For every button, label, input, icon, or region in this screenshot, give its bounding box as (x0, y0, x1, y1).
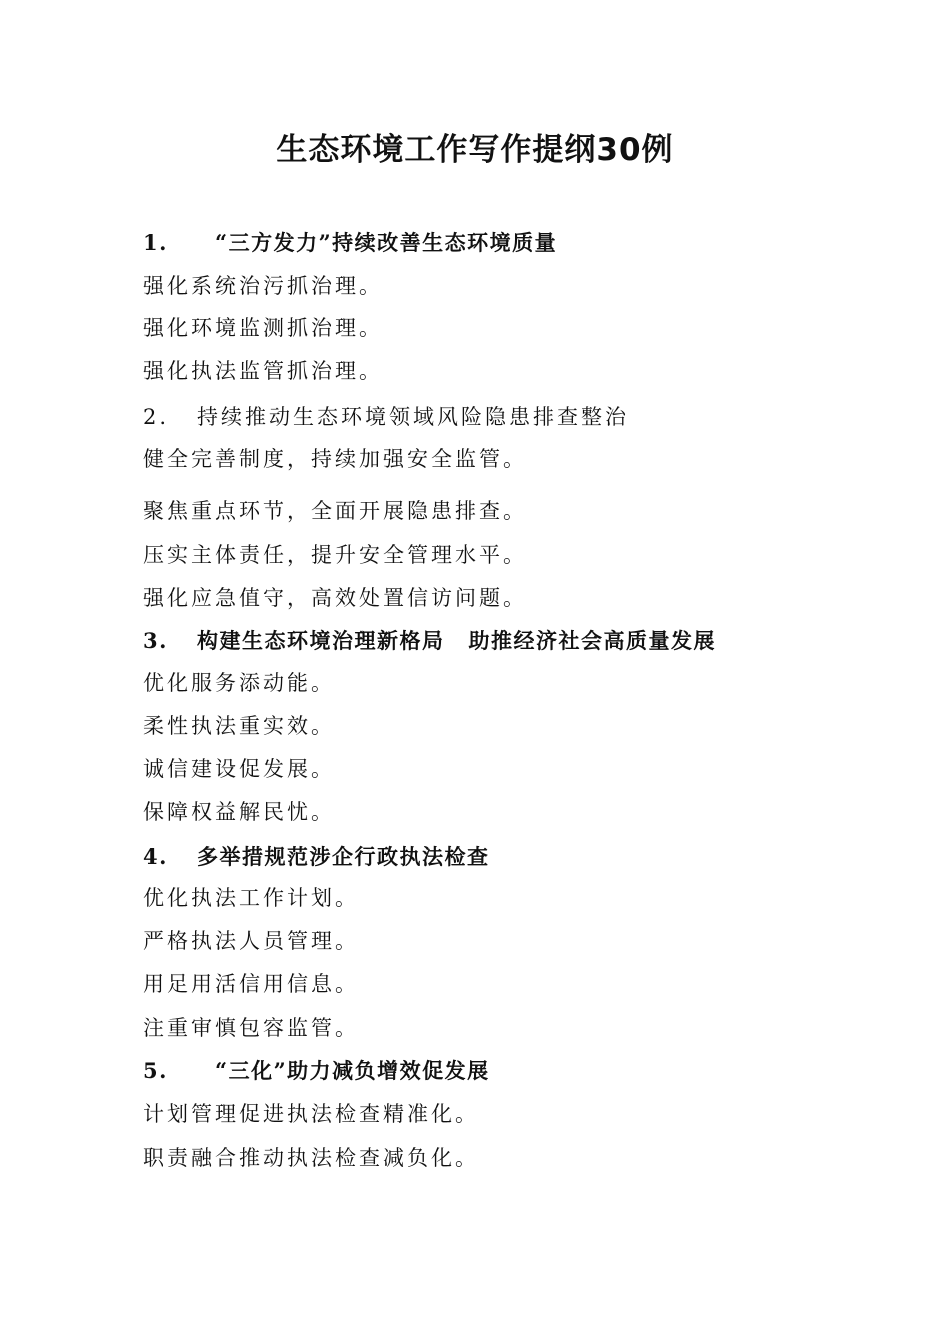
section-number: 4. (143, 844, 168, 869)
section-heading-2 (143, 402, 629, 432)
list-item: 强化应急值守，高效处置信访问题。 (143, 586, 527, 610)
list-item: 诚信建设促发展。 (143, 757, 335, 781)
section-heading-5 (143, 1056, 490, 1086)
section-heading-4 (143, 842, 490, 872)
section-title: 多举措规范涉企行政执法检查 (197, 844, 490, 869)
list-item: 强化执法监管抓治理。 (143, 359, 383, 383)
section-number: 2. (143, 405, 170, 429)
list-item: 聚焦重点环节，全面开展隐患排查。 (143, 499, 527, 523)
section-heading-1 (143, 228, 557, 258)
section-number: 5. (143, 1058, 168, 1083)
list-item: 严格执法人员管理。 (143, 929, 359, 953)
list-item: 强化系统治污抓治理。 (143, 274, 383, 298)
section-title-part-b: 助推经济社会高质量发展 (468, 628, 716, 653)
list-item: 注重审慎包容监管。 (143, 1016, 359, 1040)
section-heading-3 (143, 626, 716, 656)
list-item: 优化执法工作计划。 (143, 886, 359, 910)
list-item: 强化环境监测抓治理。 (143, 316, 383, 340)
list-item: 优化服务添动能。 (143, 671, 335, 695)
section-title: “三方发力”持续改善生态环境质量 (215, 230, 558, 255)
section-title: 持续推动生态环境领域风险隐患排查整治 (197, 405, 629, 429)
list-item: 柔性执法重实效。 (143, 714, 335, 738)
list-item: 职责融合推动执法检查减负化。 (143, 1146, 479, 1170)
section-number: 1. (143, 230, 168, 255)
list-item: 保障权益解民忧。 (143, 800, 335, 824)
list-item: 用足用活信用信息。 (143, 972, 359, 996)
section-title-part-a: 构建生态环境治理新格局 (197, 628, 445, 653)
list-item: 压实主体责任，提升安全管理水平。 (143, 543, 527, 567)
list-item: 健全完善制度，持续加强安全监管。 (143, 447, 527, 471)
section-number: 3. (143, 628, 168, 653)
list-item: 计划管理促进执法检查精准化。 (143, 1102, 479, 1126)
section-title: “三化”助力减负增效促发展 (215, 1058, 490, 1083)
document-title: 生态环境工作写作提纲30例 (276, 132, 674, 168)
